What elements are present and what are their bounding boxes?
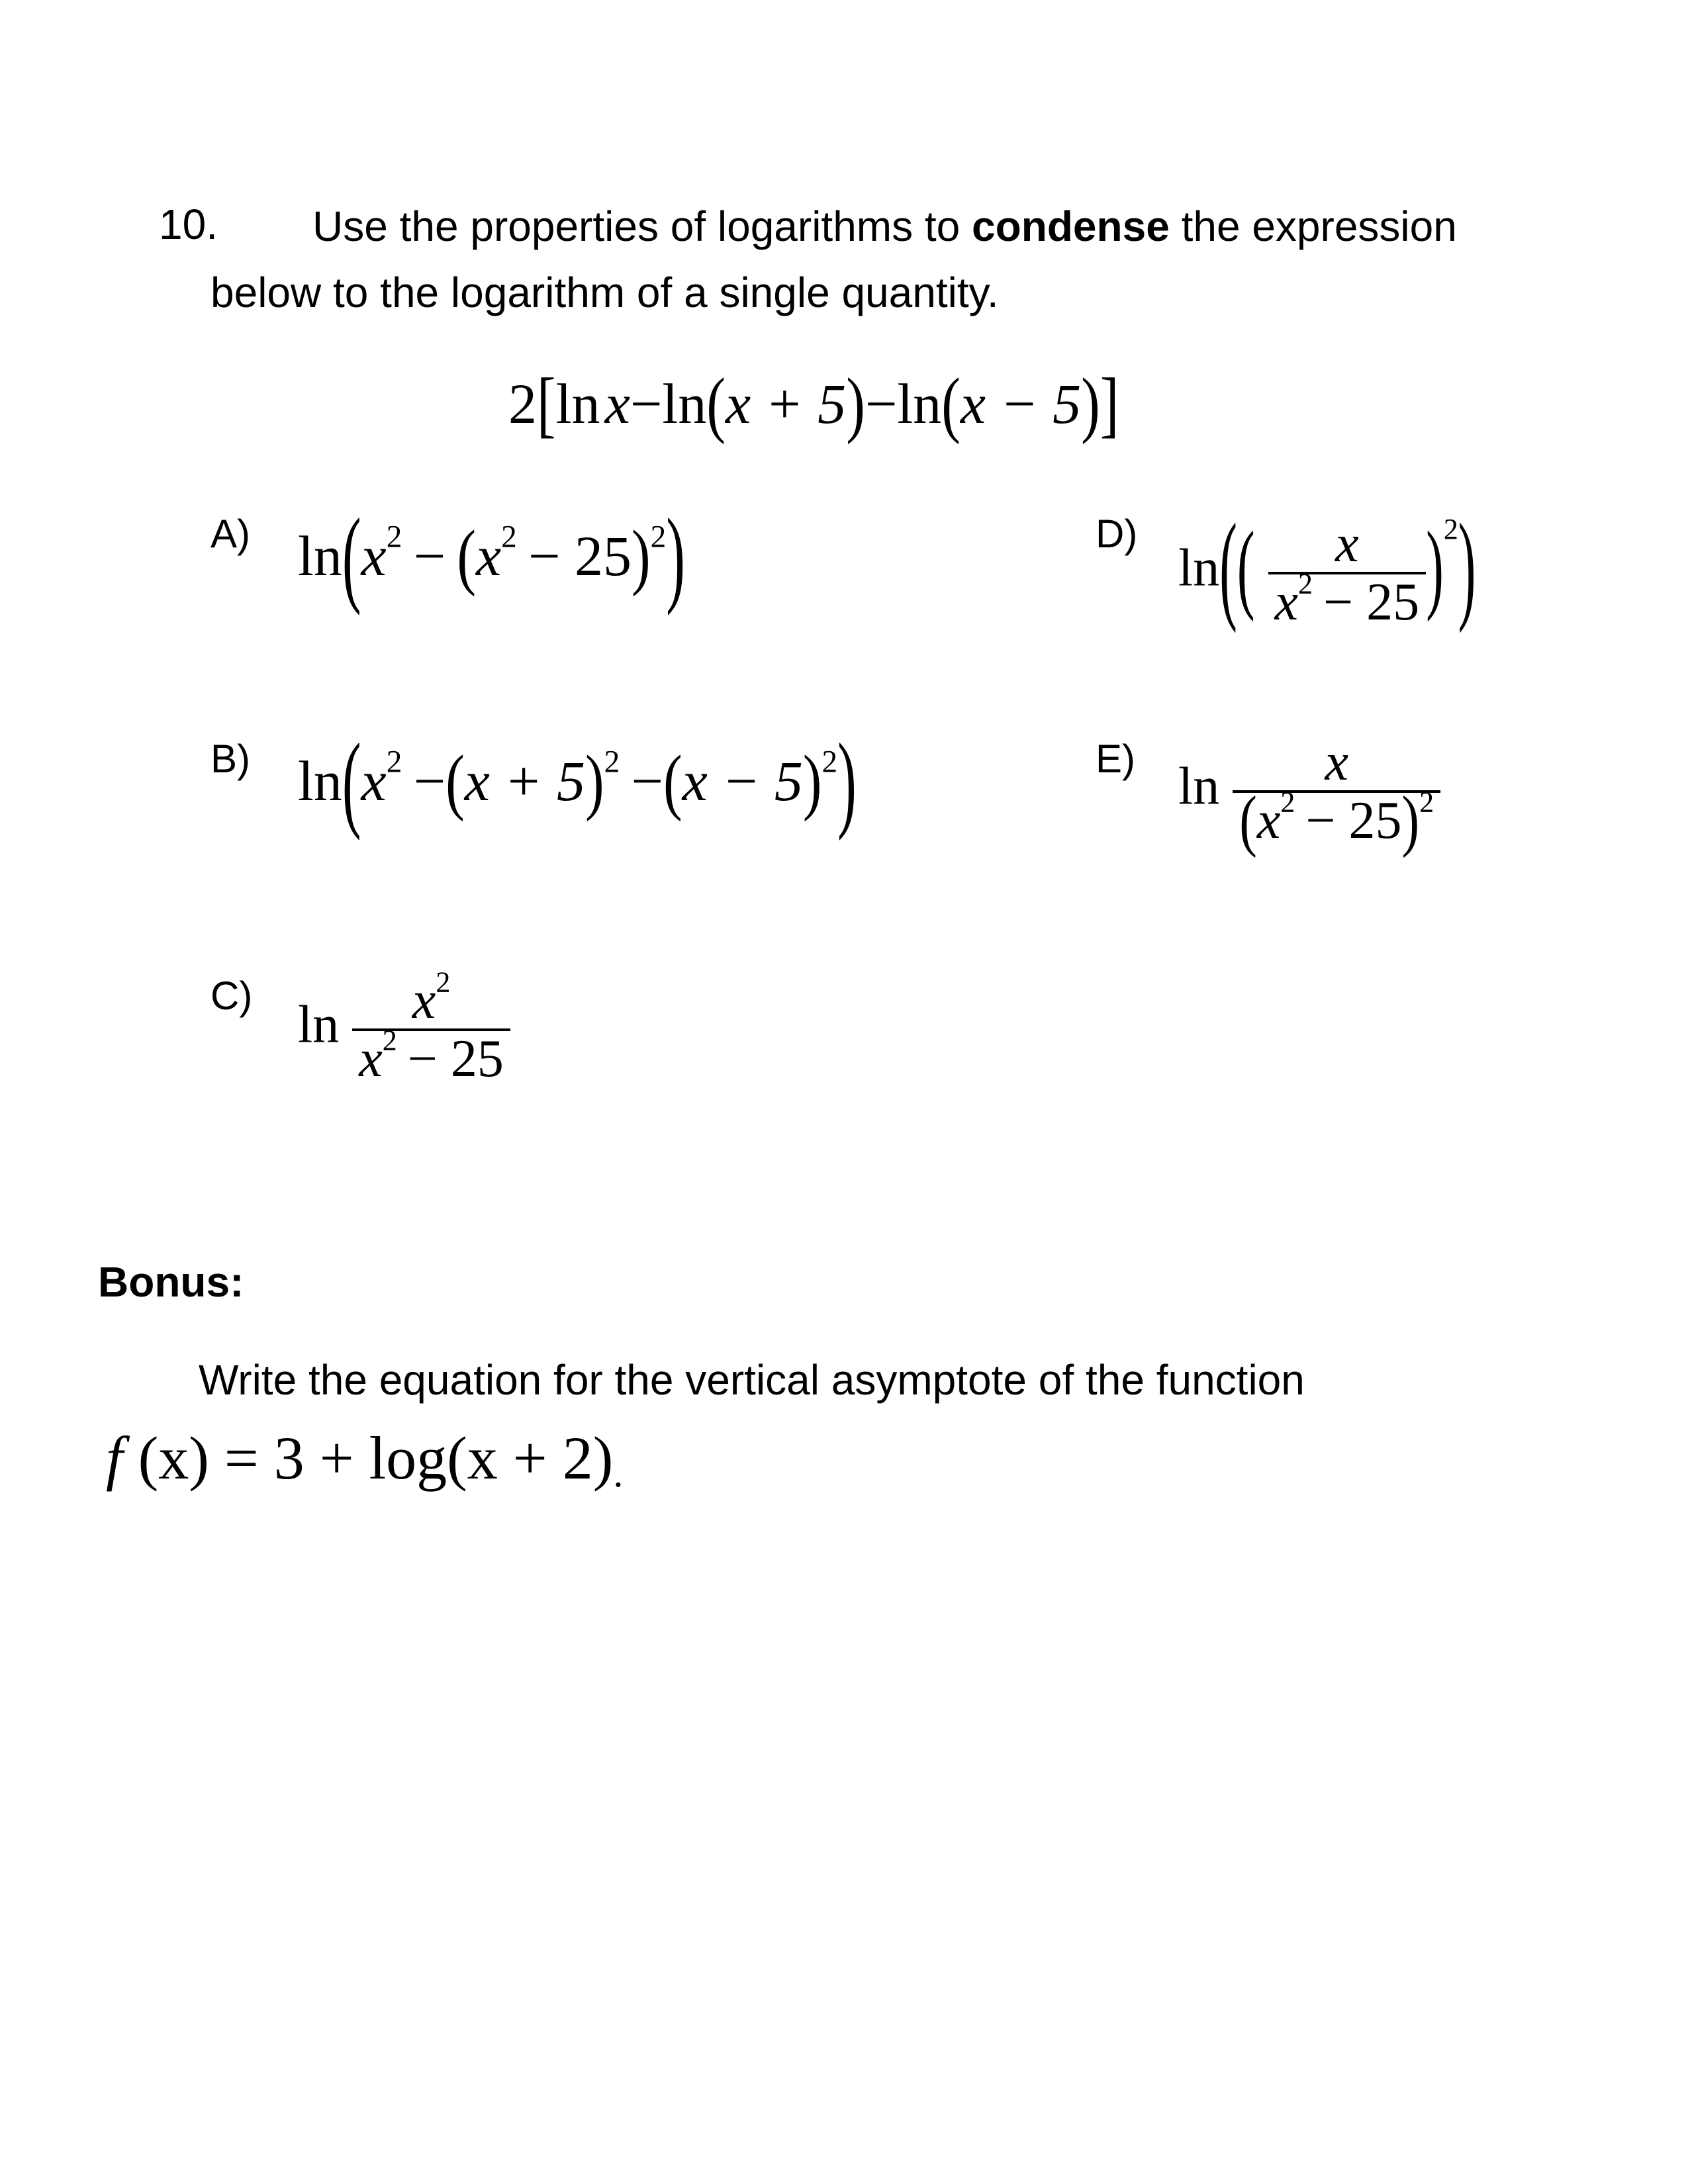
option-b-t2: x + 5 (464, 749, 585, 813)
option-d-ln: ln (1178, 539, 1220, 598)
option-b-label: B) (211, 737, 250, 781)
expr-arg3: x − 5 (960, 372, 1082, 435)
option-b-x: x (361, 749, 387, 813)
expr-ln3: ln (897, 372, 942, 435)
bonus-text: Write the equation for the vertical asymptote of the function (199, 1356, 1305, 1404)
given-expression: 2[ln x−ln(x + 5)−ln(x − 5)] (508, 371, 1119, 437)
option-e-num: x (1325, 733, 1348, 792)
option-a-outer-exp: 2 (650, 520, 667, 555)
option-b-expression: $\ln(x^2 -(x + 5)^2 -(x - 5)^2)$ (298, 720, 857, 842)
option-a-minus: − (413, 524, 446, 588)
option-b-ln: ln (298, 749, 342, 813)
expr-minus2: − (865, 372, 898, 435)
option-c-den-exp: 2 (382, 1024, 397, 1057)
option-e-den-var: x (1256, 792, 1281, 850)
option-e-den-outer-exp: 2 (1419, 786, 1434, 819)
bonus-function (106, 1423, 623, 1496)
option-d-den-rest: − 25 (1323, 573, 1420, 631)
option-b-exp2: 2 (604, 745, 620, 780)
expr-ln1: ln (555, 372, 600, 435)
option-e-fraction: $\frac{x}{(x^2 - 25)^2}$ (1233, 735, 1440, 848)
option-a-exp: 2 (386, 520, 402, 555)
option-e-den-rest: − 25 (1305, 792, 1402, 850)
option-c-den-var: x (359, 1030, 383, 1088)
option-c-num-var: x (412, 972, 436, 1030)
option-e-label: E) (1096, 737, 1135, 781)
option-d-num: x (1335, 515, 1359, 573)
option-a-x: x (361, 524, 387, 588)
question-text-line2: below to the logarithm of a single quantity. (211, 269, 999, 316)
bonus-heading: Bonus: (98, 1258, 244, 1306)
option-a-label: A) (211, 512, 250, 556)
option-a-ln: ln (298, 524, 342, 588)
option-b-t3: x − 5 (682, 749, 803, 813)
option-d-outer-exp: 2 (1443, 512, 1458, 545)
expr-open-bracket: [ (537, 362, 556, 445)
option-c-den-rest: − 25 (407, 1030, 504, 1088)
option-d-den-var: x (1274, 573, 1299, 631)
option-c-num-exp: 2 (436, 966, 451, 999)
option-a-inner-rest: − 25 (528, 524, 632, 588)
option-e-den-exp: 2 (1280, 786, 1295, 819)
option-d-label: D) (1096, 512, 1138, 556)
option-b-minus2: − (631, 749, 663, 813)
expr-arg2: x + 5 (725, 372, 847, 435)
option-b-minus1: − (413, 749, 446, 813)
option-a-inner-exp: 2 (501, 520, 517, 555)
bonus-func-rest: (x) = 3 + log(x + 2) (122, 1424, 614, 1492)
option-d-den-exp: 2 (1298, 567, 1313, 600)
expr-minus1: − (630, 372, 663, 435)
question-text-before: Use the properties of logarithms to (312, 203, 972, 250)
option-c-label: C) (211, 974, 253, 1018)
question-text-bold: condense (972, 203, 1170, 250)
expr-ln2: ln (662, 372, 707, 435)
option-c-ln: ln (298, 995, 340, 1054)
option-d-fraction (1268, 516, 1427, 630)
option-a-expression: $\ln(x^2 - (x^2 - 25)^2)$ (298, 495, 685, 617)
option-c-fraction (352, 966, 510, 1088)
option-b-exp3: 2 (821, 745, 838, 780)
expr-coef: 2 (508, 372, 537, 435)
option-c-expression (298, 966, 510, 1088)
bonus-func-f: f (106, 1424, 123, 1492)
question-text-line1 (312, 193, 1457, 259)
question-number: 10. (159, 201, 218, 248)
bonus-period: . (613, 1451, 624, 1495)
option-e-expression (1178, 733, 1440, 859)
expr-var1: x (604, 372, 630, 435)
option-b-exp: 2 (386, 745, 402, 780)
option-d-expression: ln(( $\frac{x}{x^2 - 25}$ )$^2$) (1178, 500, 1476, 635)
expr-close-bracket: ] (1100, 362, 1119, 445)
question-text-after: the expression (1169, 203, 1457, 250)
option-a-inner-x: x (475, 524, 502, 588)
option-e-ln: ln (1178, 757, 1220, 816)
